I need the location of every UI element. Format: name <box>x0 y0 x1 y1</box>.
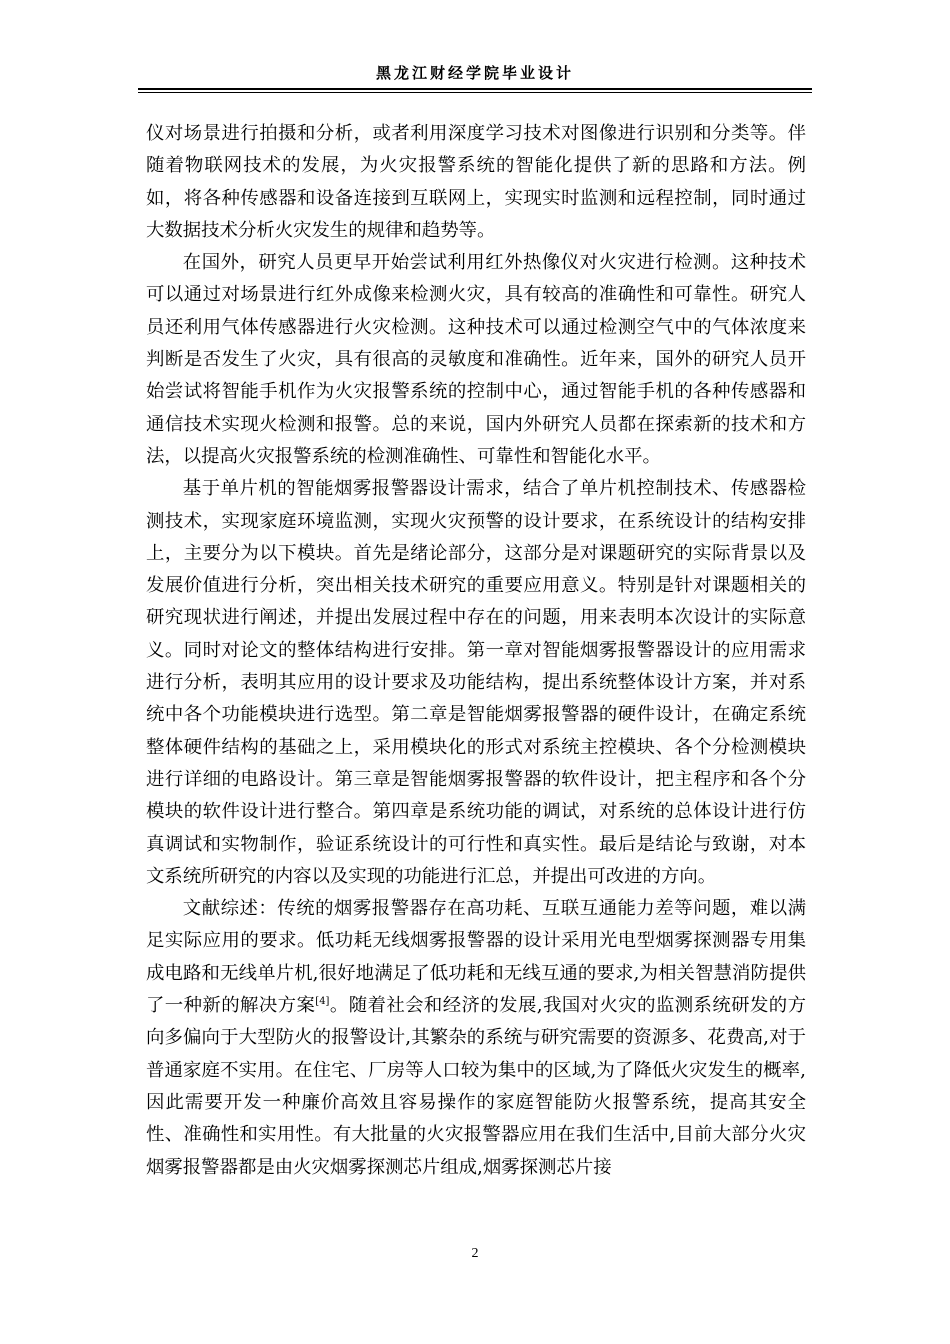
paragraph-1 <box>146 118 806 247</box>
page-number: 2 <box>471 1246 479 1261</box>
paragraph-1-text: 仪对场景进行拍摄和分析，或者利用深度学习技术对图像进行识别和分类等。伴随着物联网技术的发展，为火灾报警系统的智能化提供了新的思路和方法。例如，将各种传感器和设备连接到互联网上，实现实时监测和远程控制，同时通过大数据技术分析火灾发生的规律和趋势等。 <box>146 123 806 241</box>
running-header: 黑龙江财经学院毕业设计 <box>375 64 574 82</box>
paragraph-3-text: 基于单片机的智能烟雾报警器设计需求，结合了单片机控制技术、传感器检测技术，实现家庭环境监测，实现火灾预警的设计要求，在系统设计的结构安排上，主要分为以下模块。首先是绪论部分，这部分是对课题研究的实际背景以及发展价值进行分析，突出相关技术研究的重要应用意义。特别是针对课题相关的研究现状进行阐述，并提出发展过程中存在的问题，用来表明本次设计的实际意义。同时对论文的整体结构进行安排。第一章对智能烟雾报警器设计的应用需求进行分析，表明其应用的设计要求及功能结构，提出系统整体设计方案，并对系统中各个功能模块进行选型。第二章是智能烟雾报警器的硬件设计，在确定系统整体硬件结构的基础之上，采用模块化的形式对系统主控模块、各个分检测模块进行详细的电路设计。第三章是智能烟雾报警器的软件设计，把主程序和各个分模块的软件设计进行整合。第四章是系统功能的调试，对系统的总体设计进行仿真调试和实物制作，验证系统设计的可行性和真实性。最后是结论与致谢，对本文系统所研究的内容以及实现的功能进行汇总，并提出可改进的方向。 <box>146 478 806 887</box>
header-rule-thick <box>138 88 812 90</box>
citation-reference[interactable]: [4] <box>315 995 330 1007</box>
paragraph-2-text: 在国外，研究人员更早开始尝试利用红外热像仪对火灾进行检测。这种技术可以通过对场景进行红外成像来检测火灾，具有较高的准确性和可靠性。研究人员还利用气体传感器进行火灾检测。这种技术可以通过检测空气中的气体浓度来判断是否发生了火灾，具有很高的灵敏度和准确性。近年来，国外的研究人员开始尝试将智能手机作为火灾报警系统的控制中心，通过智能手机的各种传感器和通信技术实现火检测和报警。总的来说，国内外研究人员都在探索新的技术和方法，以提高火灾报警系统的检测准确性、可靠性和智能化水平。 <box>146 252 806 467</box>
paragraph-4-text-continued: 。随着社会和经济的发展,我国对火灾的监测系统研发的方向多偏向于大型防火的报警设计,其繁杂的系统与研究需要的资源多、花费高,对于普通家庭不实用。在住宅、厂房等人口较为集中的区域,为了降低火灾发生的概率,因此需要开发一种廉价高效且容易操作的家庭智能防火报警系统，提高其安全性、准确性和实用性。有大批量的火灾报警器应用在我们生活中,目前大部分火灾烟雾报警器都是由火灾烟雾探测芯片组成,烟雾探测芯片接 <box>146 995 806 1178</box>
paragraph-2 <box>146 247 806 473</box>
paragraph-3 <box>146 473 806 893</box>
header-rule-thin <box>138 92 812 93</box>
paragraph-4-text: 文献综述：传统的烟雾报警器存在高功耗、互联互通能力差等问题，难以满足实际应用的要求。低功耗无线烟雾报警器的设计采用光电型烟雾探测器专用集成电路和无线单片机,很好地满足了低功耗和无线互通的要求,为相关智慧消防提供了一种新的解决方案 <box>146 898 806 1017</box>
paragraph-4 <box>146 893 806 1184</box>
body-text <box>146 118 806 1184</box>
